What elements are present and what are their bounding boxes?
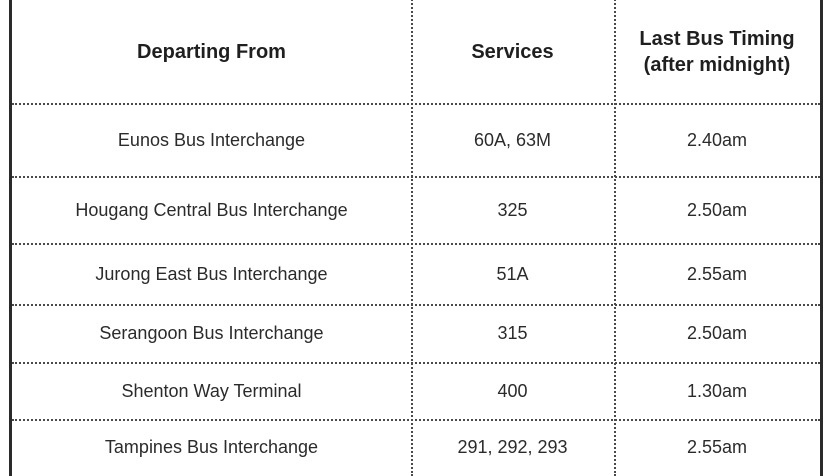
- table-header: [12, 0, 820, 103]
- table-row: [12, 177, 820, 243]
- cell-departing-from: Tampines Bus Interchange: [104, 436, 319, 457]
- table-row: [12, 244, 820, 304]
- header-last-bus-line2: (after midnight): [643, 53, 791, 76]
- header-services: Services: [471, 40, 554, 63]
- cell-services: 291, 292, 293: [457, 436, 568, 457]
- header-last-bus-line1: Last Bus Timing: [639, 27, 795, 50]
- cell-last-bus: 2.50am: [686, 323, 748, 343]
- cell-services: 325: [497, 199, 528, 220]
- header-departing-from: Departing From: [137, 40, 286, 63]
- cell-last-bus: 2.40am: [686, 129, 748, 150]
- cell-services: 315: [497, 323, 528, 343]
- cell-services: 60A, 63M: [473, 129, 552, 150]
- cell-departing-from: Jurong East Bus Interchange: [95, 263, 328, 284]
- cell-services: 51A: [496, 263, 529, 284]
- last-bus-table: [9, 0, 823, 476]
- cell-departing-from: Shenton Way Terminal: [121, 380, 302, 401]
- table-row: [12, 104, 820, 176]
- cell-last-bus: 2.50am: [686, 199, 748, 220]
- cell-last-bus: 2.55am: [686, 263, 748, 284]
- table-row: [12, 420, 820, 474]
- cell-departing-from: Serangoon Bus Interchange: [99, 323, 324, 343]
- cell-departing-from: Hougang Central Bus Interchange: [75, 199, 348, 220]
- cell-services: 400: [497, 380, 528, 401]
- table-row: [12, 363, 820, 419]
- header-last-bus-timing: [614, 0, 820, 103]
- cell-departing-from: Eunos Bus Interchange: [117, 129, 306, 150]
- cell-last-bus: 2.55am: [686, 436, 748, 457]
- table-row: [12, 305, 820, 362]
- cell-last-bus: 1.30am: [686, 380, 748, 401]
